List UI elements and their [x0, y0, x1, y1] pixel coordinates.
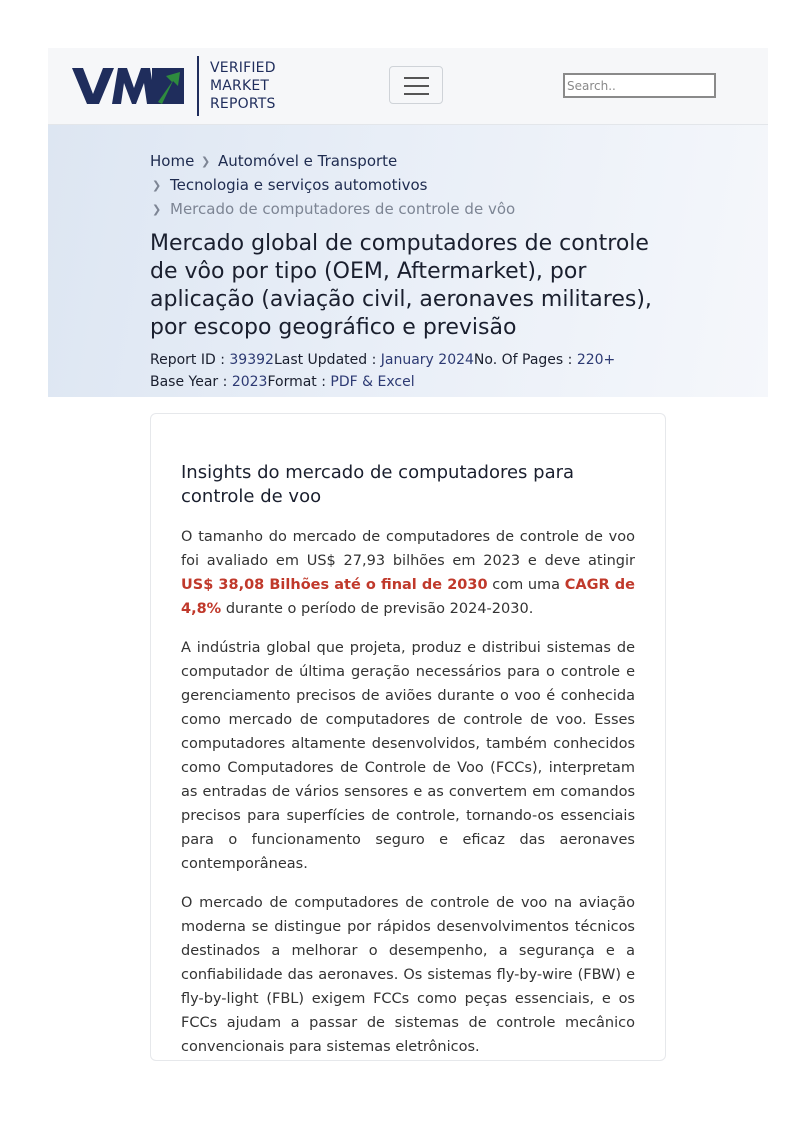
p1-text-a: O tamanho do mercado de computadores de controle de voo foi avaliado em US$ 27,93 bilhões em 2023 e deve atingir [181, 529, 635, 569]
report-id-value: 39392 [229, 352, 274, 368]
format-label: Format : [267, 374, 331, 390]
p1-text-c: durante o período de previsão 2024-2030. [221, 601, 534, 617]
breadcrumb-current: Mercado de computadores de controle de vôo [170, 200, 516, 218]
hamburger-icon-line [404, 93, 429, 95]
chevron-right-icon: ❯ [201, 155, 211, 168]
cagr-highlight: CAGR de 4,8% [181, 577, 635, 617]
p1-text-b: com uma [487, 577, 565, 593]
breadcrumb-automotive-tech[interactable]: Tecnologia e serviços automotivos [170, 176, 428, 194]
chevron-right-icon: ❯ [152, 179, 162, 192]
report-id-label: Report ID : [150, 352, 230, 368]
format-value: PDF & Excel [330, 374, 415, 390]
breadcrumb-home[interactable]: Home [150, 152, 195, 170]
report-meta-line-2 [150, 374, 415, 390]
chevron-right-icon: ❯ [152, 203, 162, 216]
logo-line-market: MARKET [210, 78, 270, 94]
breadcrumb-automotive[interactable]: Automóvel e Transporte [218, 152, 398, 170]
hamburger-icon [404, 77, 429, 79]
search-input[interactable] [563, 73, 716, 98]
page-title: Mercado global de computadores de controle de vôo por tipo (OEM, Aftermarket), por aplicação (aviação civil, aeronaves militares), por escopo geográfico e previsão [150, 231, 652, 340]
logo-line-reports: REPORTS [210, 96, 276, 112]
pages-value: 220+ [576, 352, 616, 368]
logo-divider [197, 56, 199, 116]
base-year-label: Base Year : [150, 374, 232, 390]
site-header [48, 48, 768, 125]
hamburger-icon-line [404, 85, 429, 87]
pages-label: No. Of Pages : [473, 352, 577, 368]
last-updated-label: Last Updated : [273, 352, 381, 368]
base-year-value: 2023 [231, 374, 268, 390]
last-updated-value: January 2024 [380, 352, 474, 368]
report-meta-line-1 [150, 352, 615, 368]
logo-line-verified: VERIFIED [210, 60, 276, 76]
insights-card [150, 413, 666, 1061]
logo-wordmark[interactable] [210, 59, 276, 113]
market-size-highlight: US$ 38,08 Bilhões até o final de 2030 [181, 577, 488, 593]
insights-title: Insights do mercado de computadores para controle de voo [181, 462, 575, 507]
vmr-logo-icon[interactable] [72, 66, 184, 106]
insights-paragraph-2: A indústria global que projeta, produz e distribui sistemas de computador de última geração necessários para o controle e gerenciamento precisos de aviões durante o voo é conhecida como mercado de computadores de controle de voo. Esses computadores altamente desenvolvidos, também conhecidos como Computadores de Controle de Voo (FCCs), interpretam as entradas de vários sensores e as convertem em comandos precisos para superfícies de controle, tornando-os essenciais para o funcionamento seguro e eficaz das aeronaves contemporâneas. [181, 640, 635, 872]
insights-paragraph-3: O mercado de computadores de controle de voo na aviação moderna se distingue por rápidos desenvolvimentos técnicos destinados a melhorar o desempenho, a segurança e a confiabilidade das aeronaves. Os sistemas fly-by-wire (FBW) e fly-by-light (FBL) exigem FCCs como peças essenciais, e os FCCs ajudam a passar de sistemas de controle mecânico convencionais para sistemas eletrônicos. [181, 895, 635, 1055]
insights-paragraph-1 [181, 525, 635, 621]
menu-toggle-button[interactable] [389, 66, 443, 104]
